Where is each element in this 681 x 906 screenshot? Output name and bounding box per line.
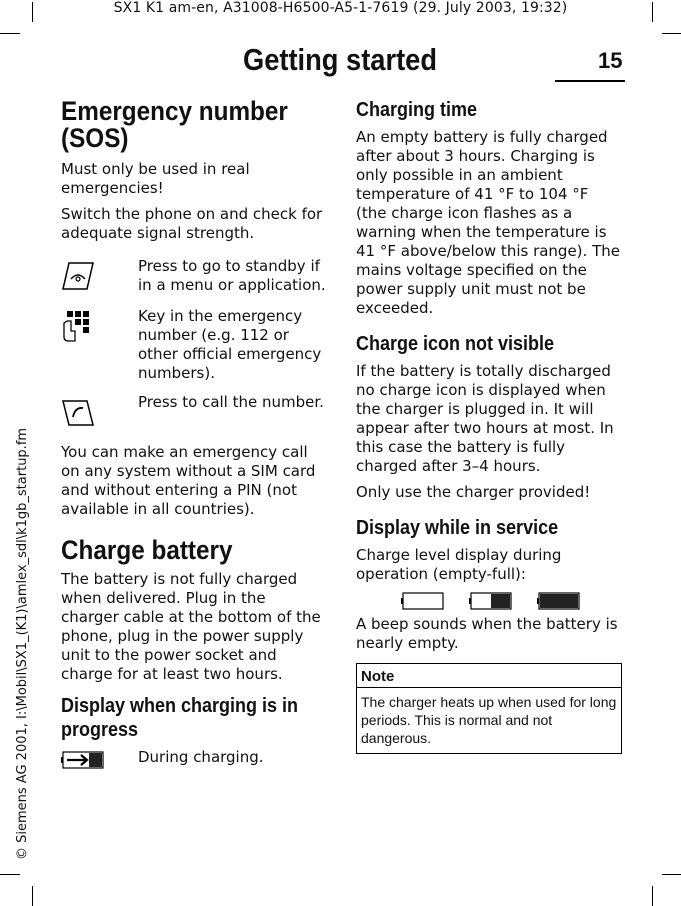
step-keypad (61, 307, 327, 383)
emergency-p2: Switch the phone on and check for adequate signal strength. (61, 205, 323, 242)
battery-empty-icon (401, 591, 445, 611)
step-keypad-text: Key in the emergency number (e.g. 112 or other official emergency numbers). (138, 307, 322, 382)
during-charging-row (61, 748, 327, 774)
emergency-p1: Must only be used in real emergencies! (61, 160, 250, 197)
icon-not-visible-p2: Only use the charger provided! (356, 483, 591, 501)
display-service-heading: Display while in service (356, 517, 559, 539)
side-footer: © Siemens AG 2001, I:\Mobil\SX1_(K1)\amlex_sdl\k1gb_startup.fm (15, 427, 30, 860)
step-standby (61, 257, 327, 297)
step-call (61, 393, 327, 433)
note-title: Note (357, 664, 621, 688)
call-key-icon (61, 395, 95, 429)
crop-mark (652, 886, 653, 906)
crop-mark (662, 33, 681, 34)
page-title: Getting started (242, 42, 438, 77)
page-number: 15 (598, 48, 623, 73)
end-key-icon (61, 259, 95, 293)
right-column (356, 98, 622, 754)
emergency-p3: You can make an emergency call on any system without a SIM card and without entering a PIN (not available in all countries). (61, 443, 316, 518)
charge-heading: Charge battery (61, 535, 233, 565)
step-call-text: Press to call the number. (138, 393, 324, 411)
battery-full-icon (537, 591, 581, 611)
charging-display-heading: Display when charging is in progress (61, 695, 299, 741)
keypad-icon (61, 309, 95, 343)
charging-time-heading: Charging time (356, 99, 478, 121)
during-charging-text: During charging. (138, 748, 264, 766)
left-column (61, 98, 327, 784)
header-rule (555, 80, 625, 82)
display-service-p1: Charge level display during operation (empty-full): (356, 546, 562, 583)
note-box (356, 663, 622, 754)
battery-half-icon (469, 591, 513, 611)
note-text: The charger heats up when used for long periods. This is normal and not dangerous. (361, 694, 617, 746)
icon-not-visible-p1: If the battery is totally discharged no charge icon is displayed when the charger is plugged in. It will appear after two hours at most. In this case the battery is fully charged after 3–4 hours. (356, 362, 614, 475)
crop-mark (0, 874, 20, 875)
charging-time-p1: An empty battery is fully charged after about 3 hours. Charging is only possible in an ambient temperature of 41 °F to 104 °F (the charge icon flashes as a warning when the temperature is 41 °F above/below this range). The mains voltage specified on the power supply unit must not be exceeded. (356, 128, 620, 317)
charging-battery-icon (61, 750, 105, 770)
display-service-p2: A beep sounds when the battery is nearly empty. (356, 615, 618, 652)
running-header: SX1 K1 am-en, A31008-H6500-A5-1-7619 (29. July 2003, 19:32) (113, 0, 568, 16)
step-standby-text: Press to go to standby if in a menu or application. (138, 257, 326, 294)
crop-mark (662, 874, 681, 875)
charge-p1: The battery is not fully charged when delivered. Plug in the charger cable at the bottom of the phone, plug in the power supply unit to the power socket and charge for at least two hours. (61, 570, 321, 683)
crop-mark (32, 886, 33, 906)
battery-level-row (356, 591, 622, 611)
crop-mark (0, 33, 20, 34)
icon-not-visible-heading: Charge icon not visible (356, 333, 555, 355)
emergency-heading: Emergency number (SOS) (61, 96, 288, 153)
